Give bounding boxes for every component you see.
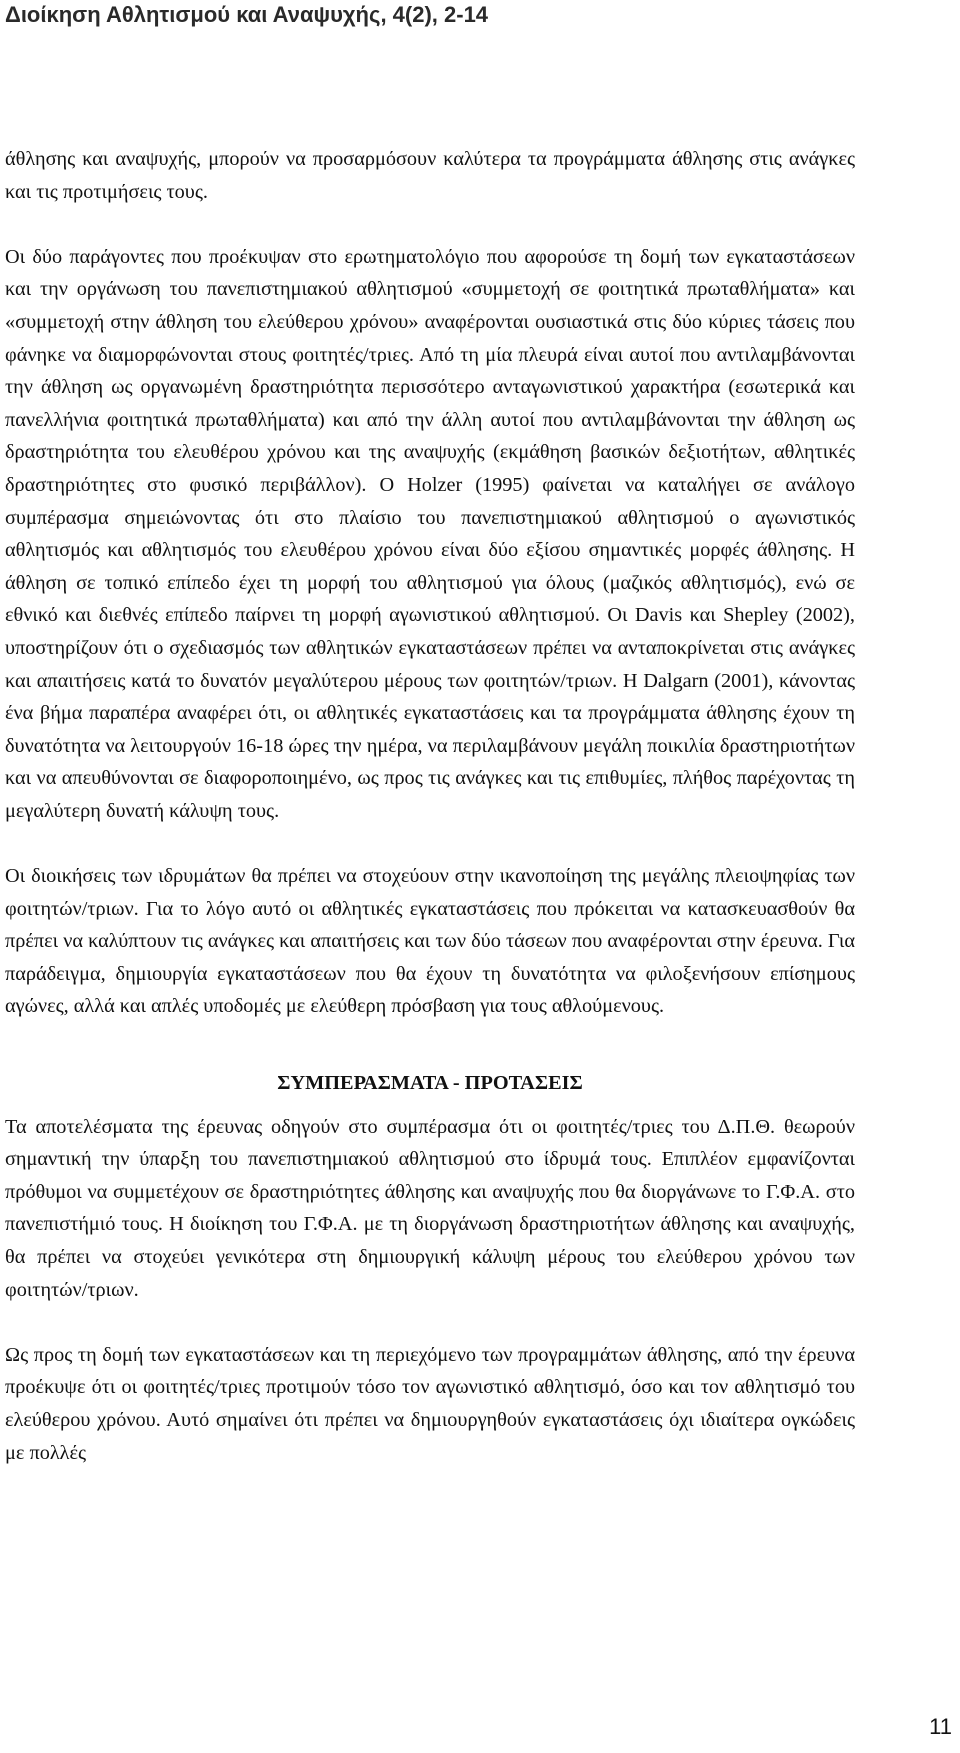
article-body xyxy=(5,143,855,1469)
body-paragraph: Οι δύο παράγοντες που προέκυψαν στο ερωτηματολόγιο που αφορούσε τη δομή των εγκαταστάσεων και την οργάνωση του πανεπιστημιακού αθλητισμού «συμμετοχή σε φοιτητικά πρωταθλήματα» και «συμμετοχή στην άθληση του ελεύθερου χρόνου» αναφέρονται ουσιαστικά στις δύο κύριες τάσεις που φάνηκε να διαμορφώνονται στους φοιτητές/τριες. Από τη μία πλευρά είναι αυτοί που αντιλαμβάνονται την άθληση ως οργανωμένη δραστηριότητα περισσότερο ανταγωνιστικού χαρακτήρα (εσωτερικά και πανελλήνια φοιτητικά πρωταθλήματα) και από την άλλη αυτοί που αντιλαμβάνονται την άθληση ως δραστηριότητα του ελευθέρου χρόνου και της αναψυχής (εκμάθηση βασικών δεξιοτήτων, αθλητικές δραστηριότητες στο φυσικό περιβάλλον). Ο Holzer (1995) φαίνεται να καταλήγει σε ανάλογο συμπέρασμα σημειώνοντας ότι στο πλαίσιο του πανεπιστημιακού αθλητισμού ο αγωνιστικός αθλητισμός και αθλητισμός του ελευθέρου χρόνου είναι δύο εξίσου σημαντικές μορφές άθλησης. Η άθληση σε τοπικό επίπεδο έχει τη μορφή του αθλητισμού για όλους (μαζικός αθλητισμός), ενώ σε εθνικό και διεθνές επίπεδο παίρνει τη μορφή αγωνιστικού αθλητισμού. Οι Davis και Shepley (2002), υποστηρίζουν ότι ο σχεδιασμός των αθλητικών εγκαταστάσεων πρέπει να ανταποκρίνεται στις ανάγκες και απαιτήσεις κατά το δυνατόν μεγαλύτερου μέρους των φοιτητών/τριων. Η Dalgarn (2001), κάνοντας ένα βήμα παραπέρα αναφέρει ότι, οι αθλητικές εγκαταστάσεις και τα προγράμματα άθλησης έχουν τη δυνατότητα να λειτουργούν 16-18 ώρες την ημέρα, να περιλαμβάνουν μεγάλη ποικιλία δραστηριοτήτων και να απευθύνονται σε διαφοροποιημένο, ως προς τις ανάγκες και τις επιθυμίες, πλήθος παρέχοντας τη μεγαλύτερη δυνατή κάλυψη τους. xyxy=(5,245,855,822)
section-heading: ΣΥΜΠΕΡΑΣΜΑΤΑ - ΠΡΟΤΑΣΕΙΣ xyxy=(277,1072,583,1095)
body-paragraph: Τα αποτελέσματα της έρευνας οδηγούν στο συμπέρασμα ότι οι φοιτητές/τριες του Δ.Π.Θ. θεωρούν σημαντική την ύπαρξη του πανεπιστημιακού αθλητισμού στο ίδρυμά τους. Επιπλέον εμφανίζονται πρόθυμοι να συμμετέχουν σε δραστηριότητες άθλησης και αναψυχής που θα διοργάνωνε το Γ.Φ.Α. στο πανεπιστήμιό τους. Η διοίκηση του Γ.Φ.Α. με τη διοργάνωση δραστηριοτήτων άθλησης και αναψυχής, θα πρέπει να στοχεύει γενικότερα στη δημιουργική κάλυψη μέρους του ελεύθερου χρόνου των φοιτητών/τριων. xyxy=(5,1115,855,1301)
body-paragraph: Οι διοικήσεις των ιδρυμάτων θα πρέπει να στοχεύουν στην ικανοποίηση της μεγάλης πλειοψηφίας των φοιτητών/τριων. Για το λόγο αυτό οι αθλητικές εγκαταστάσεις που πρόκειται να κατασκευασθούν θα πρέπει να καλύπτουν τις ανάγκες και απαιτήσεις και των δύο τάσεων που αναφέρονται στην έρευνα. Για παράδειγμα, δημιουργία εγκαταστάσεων που θα έχουν τη δυνατότητα να φιλοξενήσουν επίσημους αγώνες, αλλά και απλές υποδομές με ελεύθερη πρόσβαση για τους αθλούμενους. xyxy=(5,865,855,1018)
page-number: 11 xyxy=(929,1714,952,1739)
body-paragraph: άθλησης και αναψυχής, μπορούν να προσαρμόσουν καλύτερα τα προγράμματα άθλησης στις ανάγκες και τις προτιμήσεις τους. xyxy=(5,148,855,203)
body-paragraph: Ως προς τη δομή των εγκαταστάσεων και τη περιεχόμενο των προγραμμάτων άθλησης, από την έρευνα προέκυψε ότι οι φοιτητές/τριες προτιμούν τόσο τον αγωνιστικό αθλητισμό, όσο και τον αθλητισμό του ελεύθερου χρόνου. Αυτό σημαίνει ότι πρέπει να δημιουργηθούν εγκαταστάσεις όχι ιδιαίτερα ογκώδεις με πολλές xyxy=(5,1343,855,1464)
journal-running-header: Διοίκηση Αθλητισμού και Αναψυχής, 4(2), 2-14 xyxy=(5,2,489,27)
